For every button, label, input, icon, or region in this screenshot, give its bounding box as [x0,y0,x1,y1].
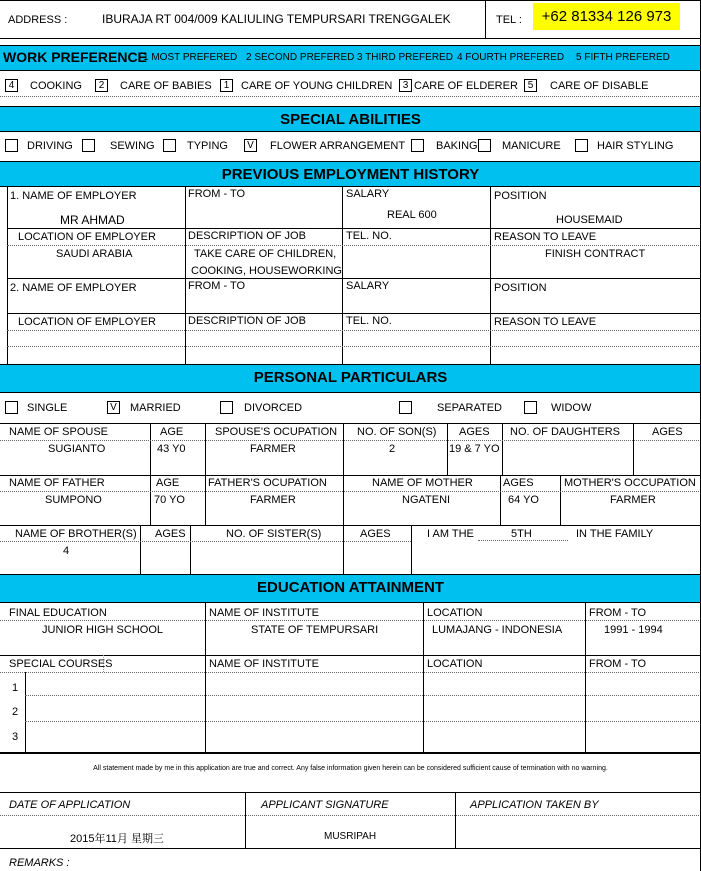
employer2-position-label: POSITION [494,282,547,294]
employment-title: PREVIOUS EMPLOYMENT HISTORY [221,166,480,183]
flower-checkbox[interactable]: V [244,139,257,152]
rank-legend-4: 4 FOURTH PREFERED [457,52,565,63]
brothers-ages-label: AGES [155,528,186,540]
widow-checkbox[interactable] [524,401,537,414]
sewing-label: SEWING [110,140,155,152]
employer1-salary-value: REAL 600 [387,209,437,221]
spouse-occupation-label: SPOUSE'S OCUPATION [215,426,338,438]
employer1-salary-label: SALARY [346,188,390,200]
employer2-from-to-label: FROM - TO [188,280,246,292]
father-occupation-value: FARMER [250,494,296,506]
course-row-1: 1 [12,682,19,694]
sons-label: NO. OF SON(S) [357,426,437,438]
sons-ages-label: AGES [459,426,490,438]
address-label: ADDRESS : [8,14,68,26]
employer1-tel-label: TEL. NO. [346,230,392,242]
babies-rank-box[interactable]: 2 [95,79,108,92]
father-name-label: NAME OF FATHER [9,477,105,489]
married-label: MARRIED [130,402,181,414]
single-label: SINGLE [27,402,68,414]
from-to-label: FROM - TO [589,607,647,619]
mother-name-value: NGATENI [402,494,451,506]
flower-label: FLOWER ARRANGEMENT [270,140,406,152]
employer1-desc-line2: COOKING, HOUSEWORKING [191,265,342,277]
elderer-label: CARE OF ELDERER [414,80,518,92]
rank-legend-5: 5 FIFTH PREFERED [576,52,670,63]
brothers-value: 4 [63,545,70,557]
brothers-label: NAME OF BROTHER(S) [15,528,137,540]
sewing-checkbox[interactable] [82,139,95,152]
mother-ages-label: AGES [503,477,534,489]
father-age-value: 70 YO [154,494,185,506]
courses-location-label: LOCATION [427,658,483,670]
date-of-application-value: 2015年11月 星期三 [70,833,164,845]
personal-title: PERSONAL PARTICULARS [253,369,448,386]
special-abilities-title: SPECIAL ABILITIES [280,111,421,128]
spouse-name-value: SUGIANTO [48,443,106,455]
employer2-reason-label: REASON TO LEAVE [494,316,597,328]
father-age-label: AGE [156,477,180,489]
disable-rank-box[interactable]: 5 [524,79,537,92]
employer1-position-label: POSITION [494,190,547,202]
applicant-signature-label: APPLICANT SIGNATURE [261,799,389,811]
tel-value: +62 81334 126 973 [533,3,680,30]
courses-institute-label: NAME OF INSTITUTE [209,658,319,670]
disable-label: CARE OF DISABLE [550,80,649,92]
from-to-value: 1991 - 1994 [604,624,663,636]
course-row-3: 3 [12,731,19,743]
father-occupation-label: FATHER'S OCUPATION [208,477,327,489]
date-of-application-label: DATE OF APPLICATION [9,799,131,811]
sons-value: 2 [389,443,396,455]
baking-checkbox[interactable] [411,139,424,152]
separated-checkbox[interactable] [399,401,412,414]
babies-label: CARE OF BABIES [120,80,212,92]
employer1-name-label: 1. NAME OF EMPLOYER [10,190,137,202]
rank-legend-3: 3 THIRD PREFERED [357,52,453,63]
mother-occupation-label: MOTHER'S OCCUPATION [564,477,696,489]
mother-age-value: 64 YO [508,494,539,506]
course-row-2: 2 [12,706,19,718]
employer2-name-label: 2. NAME OF EMPLOYER [10,282,137,294]
spouse-occupation-value: FARMER [250,443,296,455]
separated-label: SEPARATED [437,402,502,414]
mother-occupation-value: FARMER [610,494,656,506]
location-label: LOCATION [427,607,483,619]
special-courses-label: SPECIAL COURSES [9,658,113,670]
elderer-rank-box[interactable]: 3 [399,79,412,92]
driving-label: DRIVING [27,140,73,152]
sisters-label: NO. OF SISTER(S) [226,528,322,540]
typing-checkbox[interactable] [163,139,176,152]
location-value: LUMAJANG - INDONESIA [432,624,563,636]
employer2-desc-label: DESCRIPTION OF JOB [188,315,306,327]
young-children-rank-box[interactable]: 1 [220,79,233,92]
institute-label: NAME OF INSTITUTE [209,607,319,619]
spouse-age-value: 43 Y0 [157,443,186,455]
employer2-location-label: LOCATION OF EMPLOYER [18,316,156,328]
baking-label: BAKING [436,140,478,152]
hair-styling-checkbox[interactable] [575,139,588,152]
rank-legend-1: 1 MOST PREFERED [143,52,238,63]
single-checkbox[interactable] [5,401,18,414]
courses-from-to-label: FROM - TO [589,658,647,670]
employer1-location-label: LOCATION OF EMPLOYER [18,231,156,243]
driving-checkbox[interactable] [5,139,18,152]
employer1-reason-label: REASON TO LEAVE [494,231,597,243]
cooking-rank-box[interactable]: 4 [5,79,18,92]
employer1-name-value: MR AHMAD [60,213,125,227]
application-taken-by-label: APPLICATION TAKEN BY [470,799,599,811]
address-value: IBURAJA RT 004/009 KALIULING TEMPURSARI TRENGGALEK [102,12,451,26]
employer2-tel-label: TEL. NO. [346,315,392,327]
final-education-value: JUNIOR HIGH SCHOOL [42,624,164,636]
spouse-age-label: AGE [160,426,184,438]
manicure-label: MANICURE [502,140,561,152]
declaration-statement: All statement made by me in this application are true and correct. Any false information given herein can be considered sufficient cause of termination with no warning. [93,765,608,772]
remarks-label: REMARKS : [9,857,70,869]
spouse-name-label: NAME OF SPOUSE [9,426,109,438]
typing-label: TYPING [187,140,228,152]
daughters-label: NO. OF DAUGHTERS [510,426,621,438]
young-children-label: CARE OF YOUNG CHILDREN [241,80,393,92]
birth-order-value: 5TH [511,528,532,540]
tel-label: TEL : [496,14,522,26]
hair-styling-label: HAIR STYLING [597,140,674,152]
mother-name-label: NAME OF MOTHER [372,477,473,489]
i-am-the-label: I AM THE [427,528,474,540]
manicure-checkbox[interactable] [478,139,491,152]
institute-value: STATE OF TEMPURSARI [251,624,379,636]
married-checkbox[interactable]: V [107,401,120,414]
final-education-label: FINAL EDUCATION [9,607,107,619]
divorced-label: DIVORCED [244,402,303,414]
work-preference-title: WORK PREFERENCE [3,49,147,65]
applicant-signature-value: MUSRIPAH [324,831,377,842]
employer1-reason-value: FINISH CONTRACT [545,248,646,260]
cooking-label: COOKING [30,80,82,92]
employer1-desc-line1: TAKE CARE OF CHILDREN, [194,248,337,260]
employer1-from-to-label: FROM - TO [188,188,246,200]
rank-legend-2: 2 SECOND PREFERED [246,52,355,63]
employer2-salary-label: SALARY [346,280,390,292]
daughters-ages-label: AGES [652,426,683,438]
sisters-ages-label: AGES [360,528,391,540]
divorced-checkbox[interactable] [220,401,233,414]
employer1-location-value: SAUDI ARABIA [56,248,133,260]
widow-label: WIDOW [551,402,592,414]
employer1-position-value: HOUSEMAID [556,214,623,226]
father-name-value: SUMPONO [45,494,102,506]
in-the-family-label: IN THE FAMILY [576,528,654,540]
education-title: EDUCATION ATTAINMENT [257,579,444,596]
sons-ages-value: 19 & 7 YO [449,443,500,455]
employer1-desc-label: DESCRIPTION OF JOB [188,230,306,242]
